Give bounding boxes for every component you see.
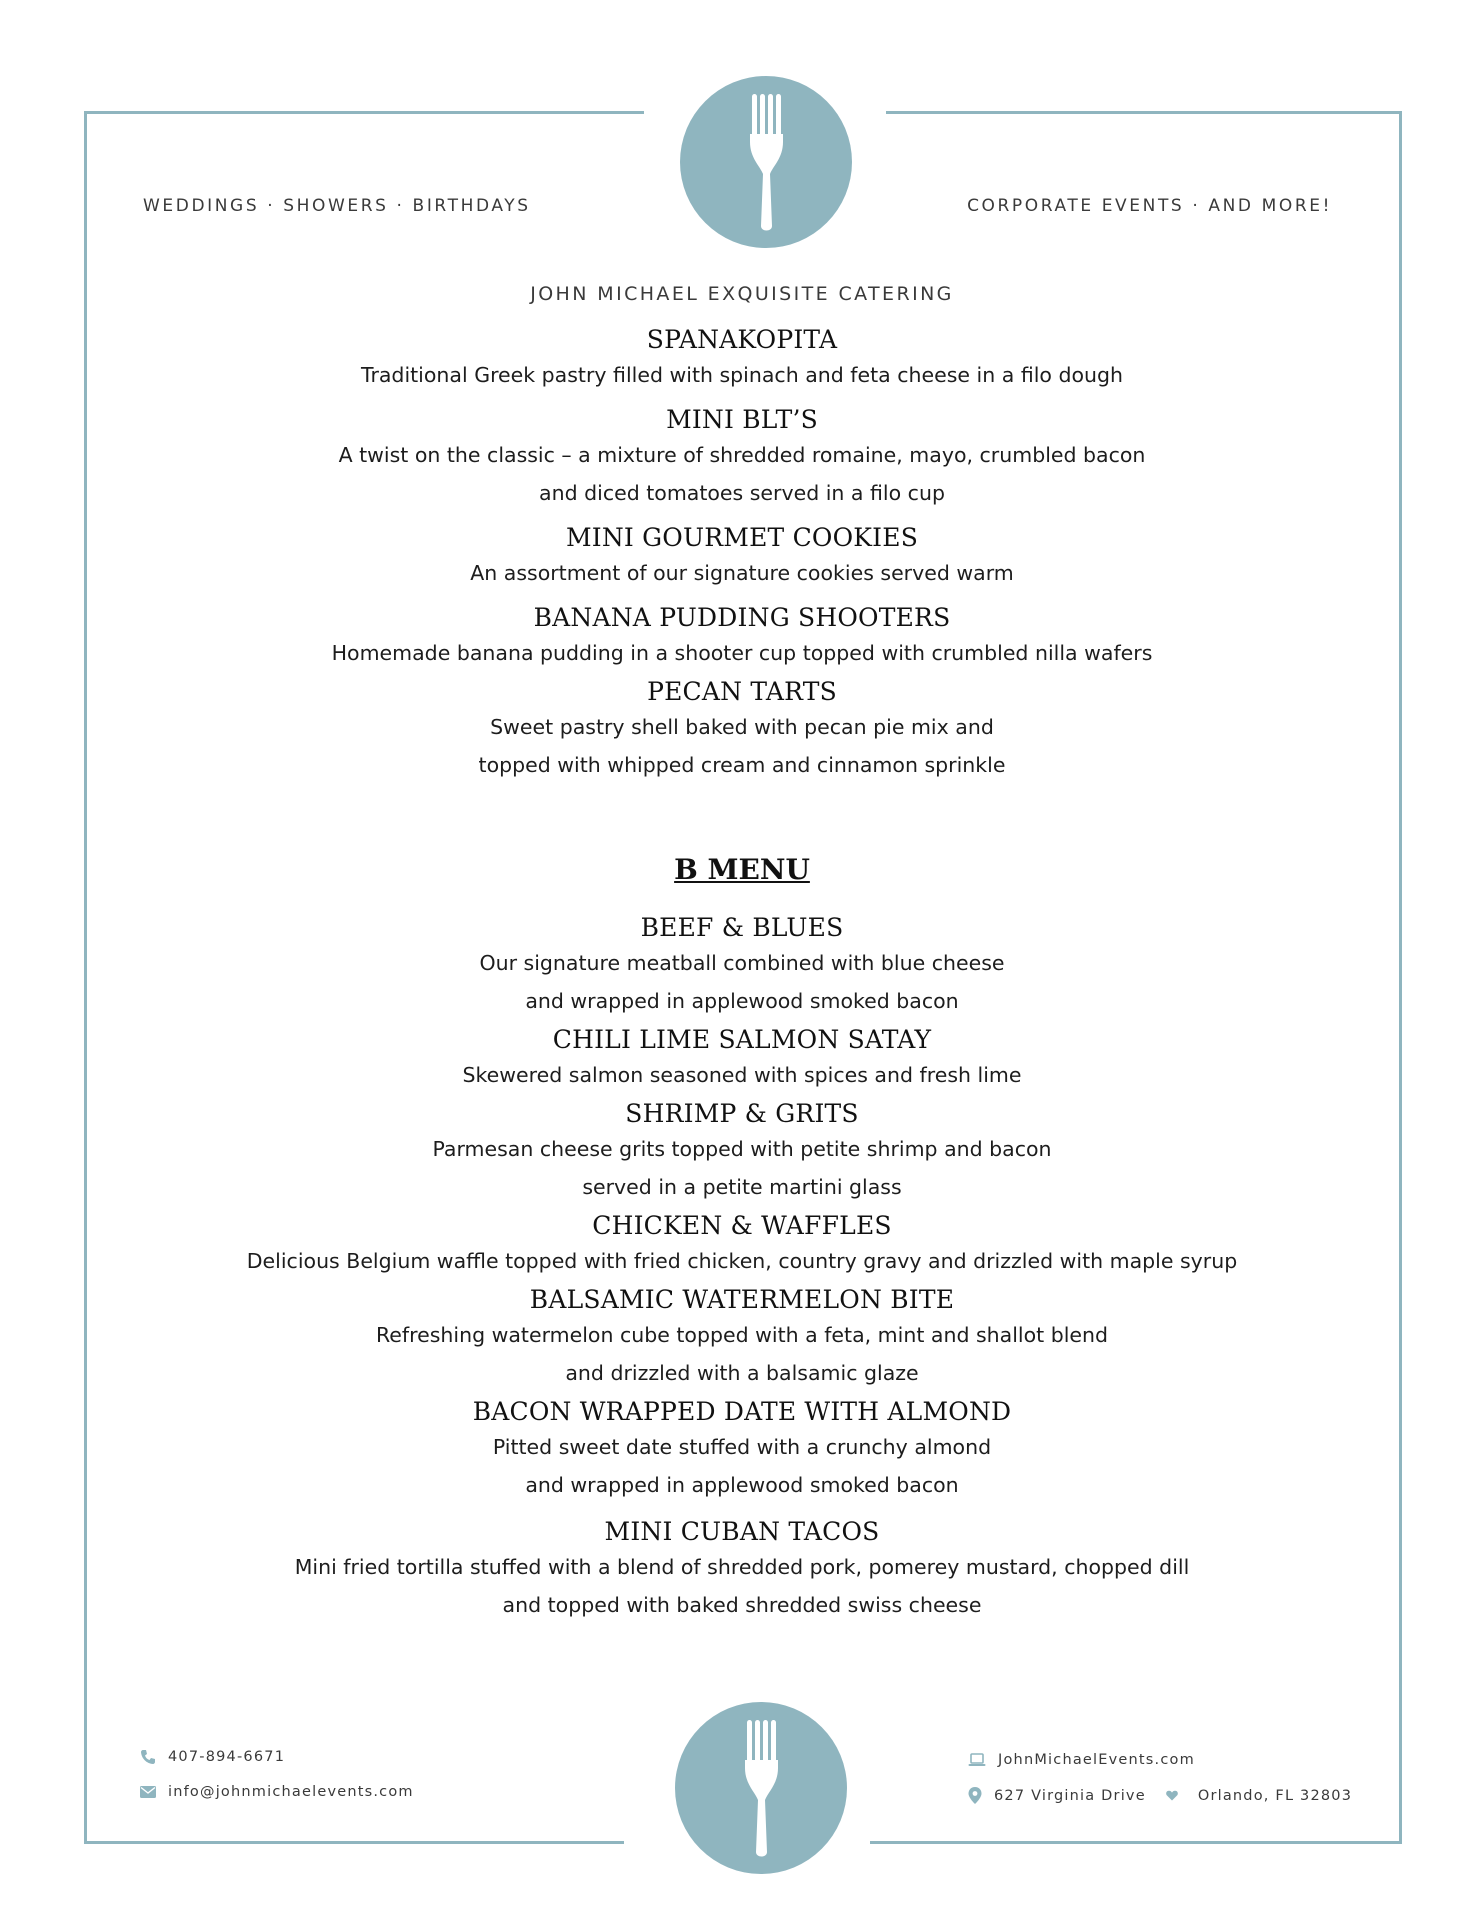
menu-item [160,1210,1324,1280]
brand-title: JOHN MICHAEL EXQUISITE CATERING [530,283,954,305]
menu-item [160,676,1324,784]
menu-item-title: SHRIMP & GRITS [625,1099,859,1128]
heart-icon [1166,1790,1178,1801]
menu-item [160,1024,1324,1094]
email-address: info@johnmichaelevents.com [168,1784,414,1800]
menu-item-title: BEEF & BLUES [640,913,844,942]
frame-bottom-left [84,1841,624,1844]
street-address: 627 Virginia Drive [994,1787,1146,1804]
menu-item-desc: Homemade banana pudding in a shooter cup topped with crumbled nilla wafers [331,641,1153,665]
menu-item-desc: Parmesan cheese grits topped with petite shrimp and bacon [432,1137,1052,1161]
menu-item-title: BALSAMIC WATERMELON BITE [529,1285,955,1314]
mail-icon [140,1785,156,1799]
frame-right [1399,111,1402,1844]
menu-item-title: BACON WRAPPED DATE WITH ALMOND [472,1397,1012,1426]
footer-phone[interactable] [140,1749,285,1765]
menu-item-title: CHILI LIME SALMON SATAY [552,1025,932,1054]
footer-email[interactable] [140,1784,414,1800]
menu-item [160,1098,1324,1206]
menu-item-desc: and topped with baked shredded swiss cheese [502,1593,982,1617]
website-url: JohnMichaelEvents.com [998,1752,1195,1768]
menu-item-title: BANANA PUDDING SHOOTERS [533,603,951,632]
menu-item-desc: served in a petite martini glass [582,1175,902,1199]
phone-icon [140,1749,156,1765]
menu-item-title: MINI GOURMET COOKIES [565,523,919,552]
menu-item-title: PECAN TARTS [647,677,837,706]
menu-item-title: MINI BLT’S [666,405,818,434]
menu-item-desc: Skewered salmon seasoned with spices and fresh lime [462,1063,1022,1087]
menu-item-title: CHICKEN & WAFFLES [592,1211,892,1240]
menu-item [160,1516,1324,1624]
menu-item-desc: Mini fried tortilla stuffed with a blend of shredded pork, pomerey mustard, chopped dill [294,1555,1190,1579]
tagline-right: CORPORATE EVENTS · AND MORE! [967,196,1332,216]
menu-item-desc: A twist on the classic – a mixture of shredded romaine, mayo, crumbled bacon [338,443,1146,467]
city-state-zip: Orlando, FL 32803 [1197,1787,1353,1804]
menu-item-desc: and wrapped in applewood smoked bacon [525,1473,959,1497]
tagline-left: WEDDINGS · SHOWERS · BIRTHDAYS [143,196,531,216]
menu-item-desc: Refreshing watermelon cube topped with a feta, mint and shallot blend [375,1323,1109,1347]
frame-top-right [886,111,1402,114]
menu-item-desc: Sweet pastry shell baked with pecan pie mix and [490,715,994,739]
menu-item [160,602,1324,672]
menu-a-list [160,324,1324,784]
menu-item [160,912,1324,1020]
laptop-icon [968,1753,986,1767]
footer-website[interactable] [968,1752,1195,1768]
frame-left [84,111,87,1844]
fork-icon [675,1702,847,1874]
fork-icon [680,76,852,248]
menu-item-desc: and wrapped in applewood smoked bacon [525,989,959,1013]
frame-bottom-right [870,1841,1402,1844]
section-b-title: B MENU [674,853,810,886]
menu-item-desc: Traditional Greek pastry filled with spinach and feta cheese in a filo dough [360,363,1124,387]
menu-item [160,1284,1324,1392]
footer-address [968,1787,1352,1804]
menu-item-desc: and diced tomatoes served in a filo cup [539,481,945,505]
bottom-logo [675,1702,847,1874]
menu-item-desc: Our signature meatball combined with blue cheese [479,951,1005,975]
menu-item-desc: topped with whipped cream and cinnamon sprinkle [478,753,1006,777]
menu-item-title: MINI CUBAN TACOS [604,1517,880,1546]
menu-item-title: SPANAKOPITA [646,325,838,354]
frame-top-left [84,111,644,114]
menu-item [160,324,1324,394]
phone-number: 407-894-6671 [168,1749,286,1765]
location-pin-icon [968,1787,982,1804]
menu-item-desc: Pitted sweet date stuffed with a crunchy almond [492,1435,992,1459]
menu-item [160,1396,1324,1504]
menu-item-desc: An assortment of our signature cookies served warm [470,561,1014,585]
menu-item-desc: and drizzled with a balsamic glaze [565,1361,919,1385]
menu-item [160,404,1324,512]
menu-item-desc: Delicious Belgium waffle topped with fried chicken, country gravy and drizzled with maple syrup [246,1249,1238,1273]
top-logo [680,76,852,248]
menu-b-list [160,912,1324,1624]
menu-item [160,522,1324,592]
